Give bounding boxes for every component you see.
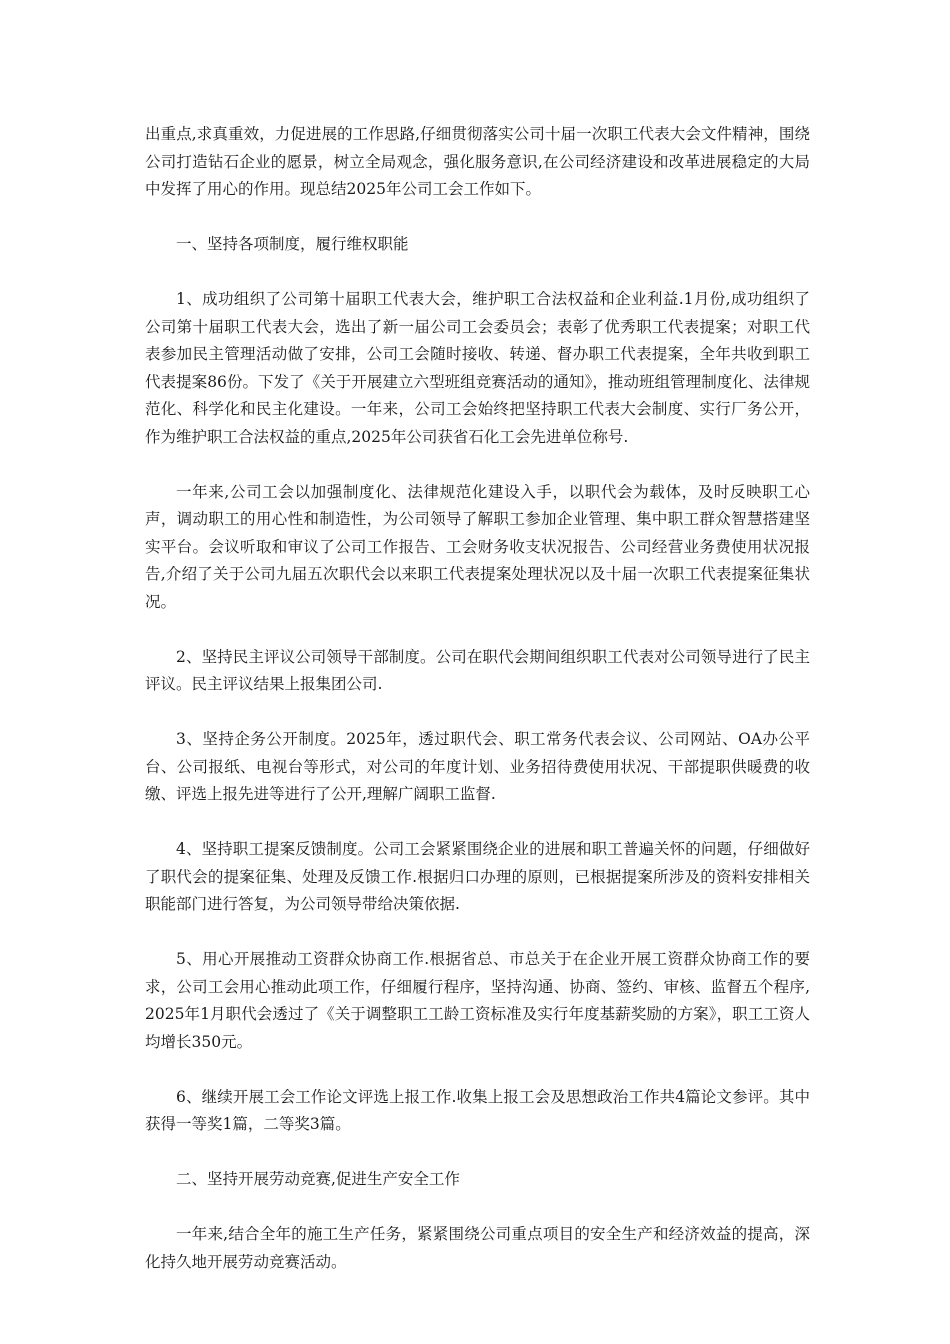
paragraph-item-5: 5、用心开展推动工资群众协商工作.根据省总、市总关于在企业开展工资群众协商工作的要求，公司工会用心推动此项工作，仔细履行程序，坚持沟通、协商、签约、审核、监督五个程序,2025年1月职代会透过了《关于调整职工工龄工资标准及实行年度基薪奖励的方案》，职工工资人均增长350元。 — [145, 950, 810, 1051]
paragraph-competition: 一年来,结合全年的施工生产任务，紧紧围绕公司重点项目的安全生产和经济效益的提高，深化持久地开展劳动竞赛活动。 — [145, 1225, 810, 1271]
paragraph-item-6: 6、继续开展工会工作论文评选上报工作.收集上报工会及思想政治工作共4篇论文参评。其中获得一等奖1篇，二等奖3篇。 — [145, 1087, 810, 1133]
paragraph-summary: 一年来,公司工会以加强制度化、法律规范化建设入手，以职代会为载体，及时反映职工心声，调动职工的用心性和制造性，为公司领导了解职工参加企业管理、集中职工群众智慧搭建坚实平台。会议听取和审议了公司工作报告、工会财务收支状况报告、公司经营业务费使用状况报告,介绍了关于公司九届五次职代会以来职工代表提案处理状况以及十届一次职工代表提案征集状况。 — [145, 482, 810, 611]
paragraph-item-1: 1、成功组织了公司第十届职工代表大会，维护职工合法权益和企业利益.1月份,成功组织了公司第十届职工代表大会，选出了新一届公司工会委员会；表彰了优秀职工代表提案；对职工代表参加民主管理活动做了安排，公司工会随时接收、转递、督办职工代表提案，全年共收到职工代表提案86份。下发了《关于开展建立六型班组竞赛活动的通知》，推动班组管理制度化、法律规范化、科学化和民主化建设。一年来，公司工会始终把坚持职工代表大会制度、实行厂务公开，作为维护职工合法权益的重点,2025年公司获省石化工会先进单位称号. — [145, 290, 810, 446]
section-heading-2: 二、坚持开展劳动竞赛,促进生产安全工作 — [176, 1170, 460, 1188]
paragraph-item-2: 2、坚持民主评议公司领导干部制度。公司在职代会期间组织职工代表对公司领导进行了民主评议。民主评议结果上报集团公司. — [145, 647, 810, 693]
paragraph-intro: 出重点,求真重效，力促进展的工作思路,仔细贯彻落实公司十届一次职工代表大会文件精神，围绕公司打造钻石企业的愿景，树立全局观念，强化服务意识,在公司经济建设和改革进展稳定的大局中发挥了用心的作用。现总结2025年公司工会工作如下。 — [145, 125, 810, 198]
section-heading-1: 一、坚持各项制度，履行维权职能 — [176, 235, 409, 253]
paragraph-item-4: 4、坚持职工提案反馈制度。公司工会紧紧围绕企业的进展和职工普遍关怀的问题，仔细做好了职代会的提案征集、处理及反馈工作.根据归口办理的原则，已根据提案所涉及的资料安排相关职能部门进行答复，为公司领导带给决策依据. — [145, 840, 810, 913]
document-body — [145, 121, 810, 1304]
paragraph-item-3: 3、坚持企务公开制度。2025年，透过职代会、职工常务代表会议、公司网站、OA办公平台、公司报纸、电视台等形式，对公司的年度计划、业务招待费使用状况、干部提职供暖费的收缴、评选上报先进等进行了公开,理解广阔职工监督. — [145, 730, 810, 803]
